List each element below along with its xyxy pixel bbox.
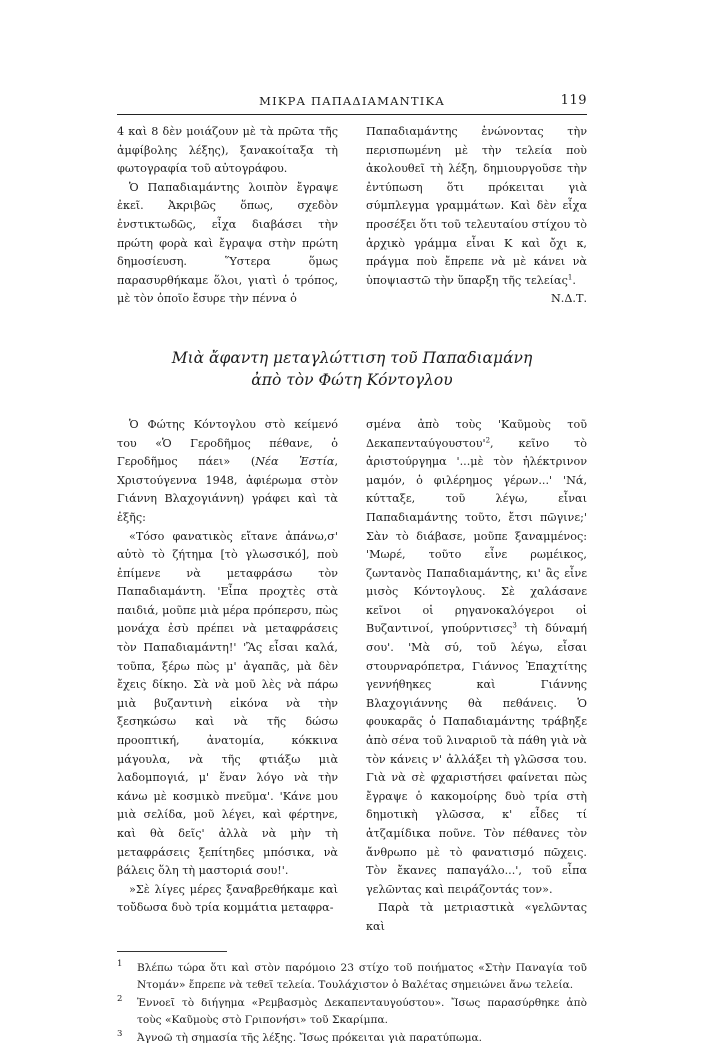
signature: Ν.Δ.Τ. [551, 292, 587, 306]
paragraph: Παρὰ τὰ μετριαστικὰ «γελῶντας καὶ [366, 901, 587, 933]
paragraph-text: , Χριστούγεννα 1948, ἀφιέρωμα στὸν Γιάννη Βλαχογιάννη) γράφει καὶ τὰ ἑξῆς: [117, 455, 338, 524]
running-title: ΜΙΚΡΑ ΠΑΠΑΔΙΑΜΑΝΤΙΚΑ [259, 94, 445, 108]
footnote [117, 1030, 587, 1047]
section-2 [117, 416, 587, 937]
footnote [117, 995, 587, 1030]
footnote-ref: 2 [485, 435, 491, 444]
article-title: Μιὰ ἄφαντη μεταγλώττιση τοῦ Παπαδιαμάνη [171, 348, 533, 367]
footnote-text: Ἀγνοῶ τὴ σημασία τῆς λέξης. Ἴσως πρόκειται γιὰ παρατύπωμα. [137, 1031, 483, 1044]
paragraph: 4 καὶ 8 δὲν μοιάζουν μὲ τὰ πρῶτα τῆς ἀμφίβολης λέξης), ξανακοίταξα τὴ φωτογραφία τοῦ αὐτογράφου. [117, 125, 338, 176]
paragraph [117, 416, 338, 528]
footnote-mark: 2 [117, 993, 123, 1004]
journal-title: Νέα Ἑστία [255, 455, 335, 469]
paragraph: »Σὲ λίγες μέρες ξαναβρεθήκαμε καὶ τοὔδωσα δυὸ τρία κομμάτια μεταφρα- [117, 882, 338, 915]
footnote-mark: 3 [117, 1028, 123, 1039]
footnote-rule [117, 951, 227, 952]
paragraph-text: , κεῖνο τὸ ἀριστούργημα '...μὲ τὸν ἠλέκτρινον μαμόν, ὁ φιλέρημος γέρων...' 'Νά, κύτταξε, τοῦ λέγω, εἶναι Παπαδιαμάντης τοῦτο, ἔτσι πῶγινε;' Σὰν τὸ διάβασε, μοῦπε ξαναμμένος: 'Μωρέ, τοῦτο εἶνε ρωμέικος, ζωντανὸς Παπαδιαμάντης, κι' ἂς εἶνε μισὸς Κόντογλους. Σὲ χαλάσανε κεῖνοι οἱ ρηγανοκαλόγεροι οἱ Βυζαντινοί, γπούρντισες [366, 436, 587, 636]
running-head [117, 92, 587, 110]
section-2-left-column [117, 416, 338, 937]
paragraph: Ὁ Παπαδιαμάντης λοιπὸν ἔγραψε ἐκεῖ. Ἀκριβῶς ὅπως, σχεδὸν ἐνστικτωδῶς, εἶχα διαβάσει τὴν πρώτη φορὰ καὶ ἔγραψα στὴν πρώτη δημοσίευση. Ὕστερα ὅμως παρασυρθήκαμε ὅλοι, γιατὶ ὁ τρόπος, μὲ τὸν ὁποῖο ἔσυρε τὴν πέννα ὁ [117, 180, 338, 306]
footnote-ref: 1 [567, 273, 573, 282]
footnotes [117, 960, 587, 1047]
book-page [117, 92, 587, 1047]
paragraph [366, 416, 587, 899]
footnote [117, 960, 587, 995]
footnote-text: Βλέπω τώρα ὅτι καὶ στὸν παρόμοιο 23 στίχο τοῦ ποιήματος «Στὴν Παναγία τοῦ Ντομάν» ἔπρεπε νὰ τεθεῖ τελεία. Τουλάχιστον ὁ Βαλέτας σημειώνει ἄνω τελεία. [137, 961, 587, 992]
section-2-right-column [366, 416, 587, 937]
section-1 [117, 123, 587, 309]
paragraph-text: σμένα ἀπὸ τοὺς 'Καῦμοὺς τοῦ Δεκαπενταύγουστου' [366, 417, 587, 450]
footnote-mark: 1 [117, 958, 123, 969]
header-rule [117, 114, 587, 115]
section-1-right-column [366, 123, 587, 309]
paragraph: Παπαδιαμάντης ἑνώνοντας τὴν περισπωμένη μὲ τὴν τελεία ποὺ ἀκολουθεῖ τὴ λέξη, δημιουργοῦσε τὴν ἐντύπωση ὅτι πρόκειται γιὰ σύμπλεγμα γραμμάτων. Καὶ δὲν εἶχα προσέξει ὅτι τοῦ τελευταίου στίχου τὸ ἀρχικὸ γράμμα εἶναι Κ καὶ ὄχι κ, πράγμα ποὺ ἔπρεπε νὰ μὲ κάνει νὰ ὑποψιαστῶ τὴν ὕπαρξη τῆς τελείας$^1$. [366, 125, 587, 287]
article-subtitle: ἀπὸ τὸν Φώτη Κόντογλου [251, 370, 453, 389]
footnote-ref: 3 [512, 621, 517, 630]
paragraph-text: Παπαδιαμάντης ἑνώνοντας τὴν περισπωμένη μὲ τὴν τελεία ποὺ ἀκολουθεῖ τὴ λέξη, δημιουργοῦσε τὴν ἐντύπωση ὅτι πρόκειται γιὰ σύμπλεγμα γραμμάτων. Καὶ δὲν εἶχα προσέξει ὅτι τοῦ τελευταίου στίχου τὸ ἀρχικὸ γράμμα εἶναι Κ καὶ ὄχι κ, πράγμα ποὺ ἔπρεπε νὰ μὲ κάνει νὰ ὑποψιαστῶ τὴν ὕπαρξη τῆς τελείας [366, 125, 587, 287]
footnote-text: Ἐννοεῖ τὸ διήγημα «Ρεμβασμὸς Δεκαπενταυγούστου». Ἴσως παρασύρθηκε ἀπὸ τοὺς «Καῦμοὺς στὸ Γριπονήσι» τοῦ Σκαρίμπα. [137, 996, 587, 1027]
article-heading [117, 347, 587, 391]
page-number: 119 [560, 93, 587, 108]
paragraph-text: Ὁ Φώτης Κόντογλου στὸ κείμενό του «Ὁ Γεροδῆμος πέθανε, ὁ Γεροδῆμος πάει» ( [117, 417, 338, 469]
section-1-left-column [117, 123, 338, 309]
paragraph-text: τὴ δύναμή σου'. 'Μὰ σύ, τοῦ λέγω, εἶσαι στουρναρόπετρα, Γιάννος Ἐπαχτίτης γεννήθηκες καὶ Γιάννης Βλαχογιάννης θὰ πεθάνεις. Ὁ φουκαρᾶς ὁ Παπαδιαμάντης τράβηξε ἀπὸ σένα τοῦ λιναριοῦ τὰ πάθη γιὰ νὰ τὸν κάνεις ν' ἀλλάξει τὴ γλῶσσα του. Γιὰ νὰ σὲ φχαριστήσει φαίνεται πὼς ἔγραψε ὁ κακομοίρης δυὸ τρία στὴ δημοτικὴ γλῶσσα, κ' εἶδες τί ἀτζαμίδικα ποῦνε. Τὸν πέθανες τὸν ἄνθρωπο μὲ τὸ φανατισμό πῶχεις. Τὸν ἔκανες παπαγάλο...', τοῦ εἶπα γελῶντας καὶ πειράζοντάς τον». [366, 622, 587, 896]
quotation: «Τόσο φανατικὸς εἴτανε ἀπάνω,σ' αὐτὸ τὸ ζήτημα [τὸ γλωσσικό], ποὺ ἐπίμενε νὰ μεταφράσω τὸν Παπαδιαμάντη. 'Εἶπα προχτὲς στὰ παιδιά, μοῦπε μιὰ μέρα πρόπερσυ, πὼς μονάχα ἐσὺ πρέπει νὰ μεταφράσεις τὸν Παπαδιαμάντη!' 'Ἂς εἶσαι καλά, τοῦπα, ξέρω πὼς μ' ἀγαπᾶς, μὰ δὲν ἔχεις δίκηο. Σὰ νὰ μοῦ λὲς νὰ πάρω μιὰ βυζαντινὴ εἰκόνα νὰ τὴν ξεσηκώσω καὶ νὰ τῆς δώσω προοπτική, ἀνατομία, κόκκινα μάγουλα, νὰ τῆς φτιάξω μιὰ λαδομπογιά, μ' ἕναν λόγο νὰ τὴν κάνω μὲ κοσμικὸ πνεῦμα'. 'Κάνε μου μιὰ σελίδα, μοῦ λέγει, καὶ φέρτηνε, καὶ θὰ δεῖς' ἀλλὰ νὰ μὴν τὴ μεταφράσεις ξεπίτηδες μπόσικα, νὰ βάλεις ὅλη τὴ μαστοριά σου!'. [117, 529, 338, 878]
